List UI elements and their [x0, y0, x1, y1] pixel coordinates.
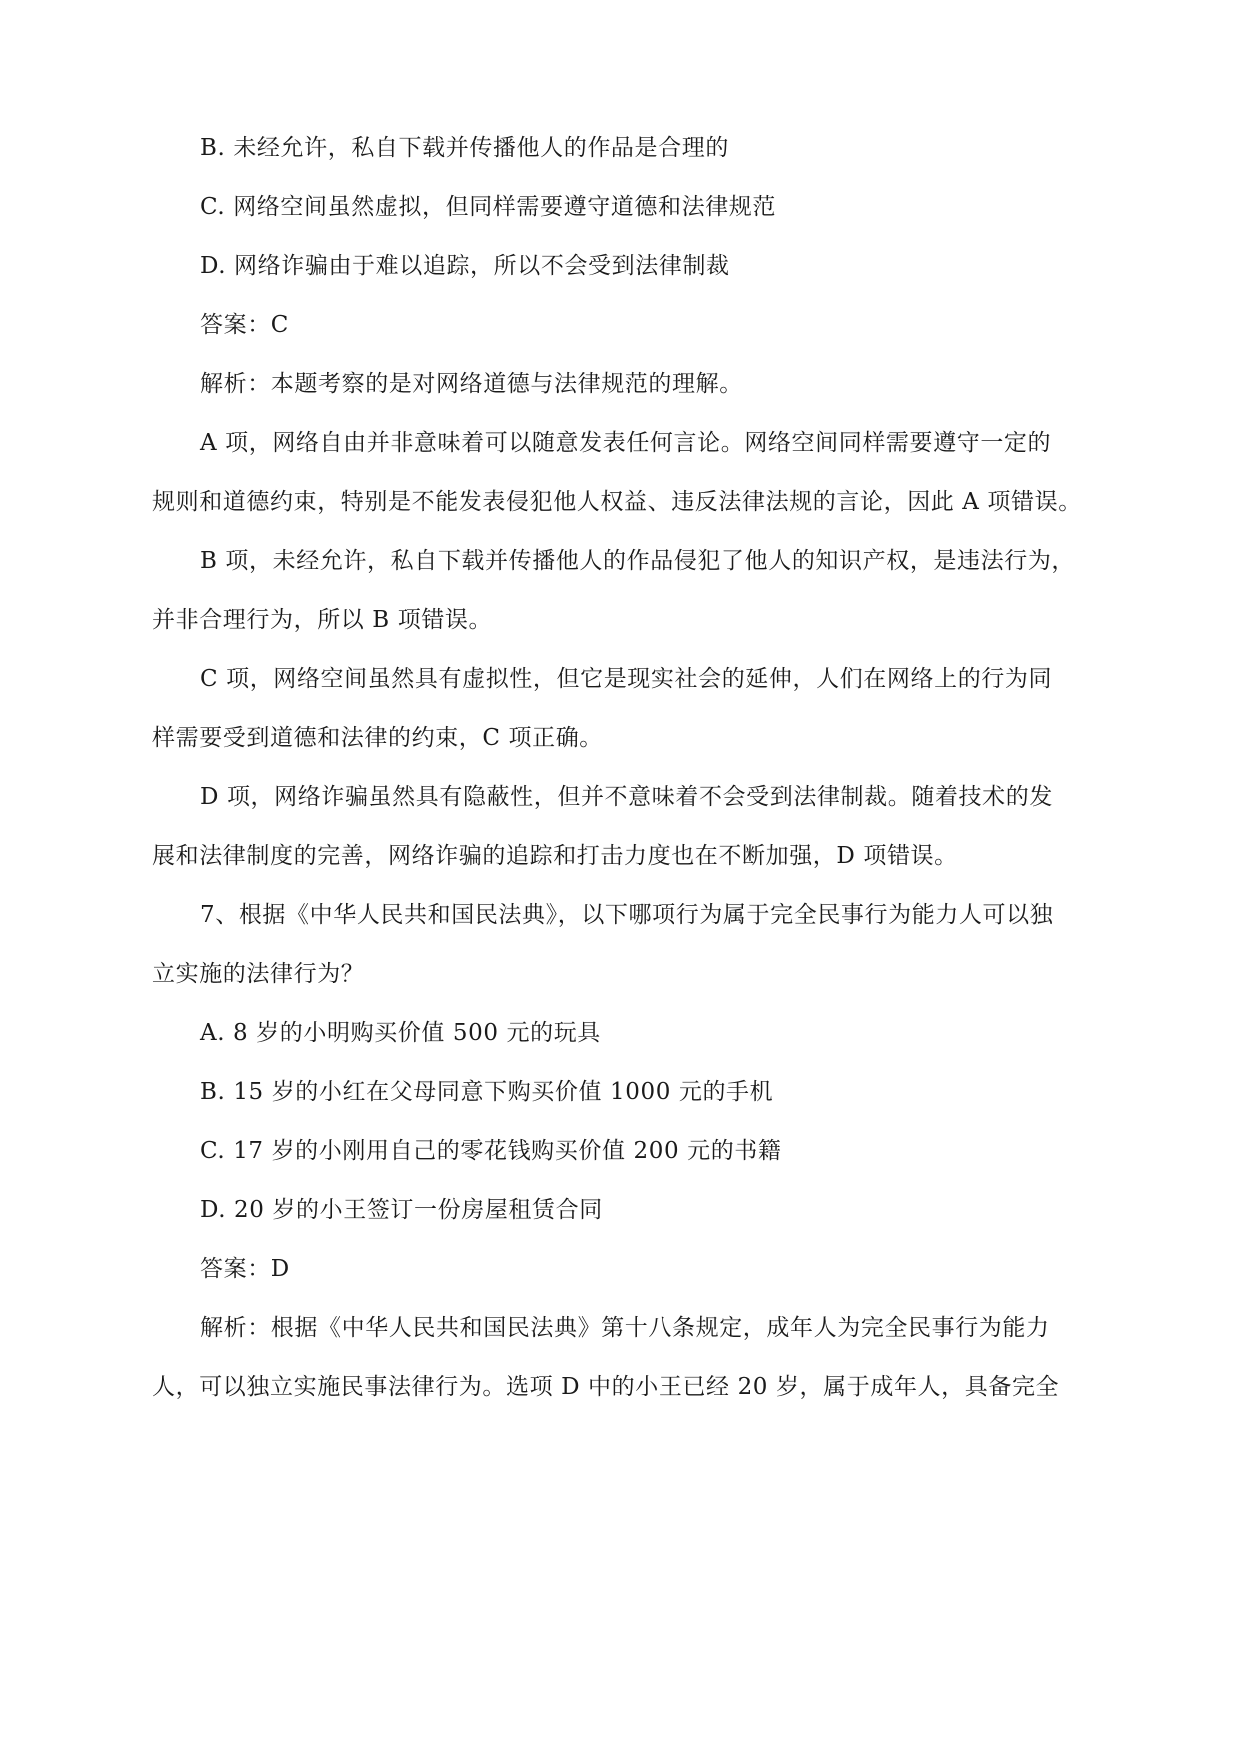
explanation-a-line-2: 规则和道德约束，特别是不能发表侵犯他人权益、违反法律法规的言论，因此 A 项错误。 [152, 489, 1082, 515]
answer-line: 答案：D [200, 1256, 290, 1282]
explanation-c-line-2: 样需要受到道德和法律的约束，C 项正确。 [152, 725, 603, 751]
option-d-line: D. 网络诈骗由于难以追踪，所以不会受到法律制裁 [200, 253, 730, 279]
option-c-line: C. 网络空间虽然虚拟，但同样需要遵守道德和法律规范 [200, 194, 777, 220]
explanation-b-line-1: B 项，未经允许，私自下载并传播他人的作品侵犯了他人的知识产权，是违法行为， [200, 548, 1076, 574]
option-c-line: C. 17 岁的小刚用自己的零花钱购买价值 200 元的书籍 [200, 1138, 782, 1164]
analysis-line: 解析：本题考察的是对网络道德与法律规范的理解。 [200, 371, 743, 397]
answer-line: 答案：C [200, 312, 289, 338]
explanation-d-line-2: 展和法律制度的完善，网络诈骗的追踪和打击力度也在不断加强，D 项错误。 [152, 843, 958, 869]
option-b-line: B. 未经允许，私自下载并传播他人的作品是合理的 [200, 135, 729, 161]
option-d-line: D. 20 岁的小王签订一份房屋租赁合同 [200, 1197, 603, 1223]
explanation-d-line-1: D 项，网络诈骗虽然具有隐蔽性，但并不意味着不会受到法律制裁。随着技术的发 [200, 784, 1053, 810]
question-7-line-2: 立实施的法律行为？ [152, 961, 365, 987]
analysis-line-1: 解析：根据《中华人民共和国民法典》第十八条规定，成年人为完全民事行为能力 [200, 1315, 1050, 1341]
analysis-line-2: 人，可以独立实施民事法律行为。选项 D 中的小王已经 20 岁，属于成年人，具备完全 [152, 1374, 1060, 1400]
explanation-c-line-1: C 项，网络空间虽然具有虚拟性，但它是现实社会的延伸，人们在网络上的行为同 [200, 666, 1053, 692]
explanation-b-line-2: 并非合理行为，所以 B 项错误。 [152, 607, 493, 633]
explanation-a-line-1: A 项，网络自由并非意味着可以随意发表任何言论。网络空间同样需要遵守一定的 [200, 430, 1052, 456]
option-a-line: A. 8 岁的小明购买价值 500 元的玩具 [200, 1020, 601, 1046]
option-b-line: B. 15 岁的小红在父母同意下购买价值 1000 元的手机 [200, 1079, 774, 1105]
question-7-line-1: 7、根据《中华人民共和国民法典》，以下哪项行为属于完全民事行为能力人可以独 [200, 902, 1054, 928]
